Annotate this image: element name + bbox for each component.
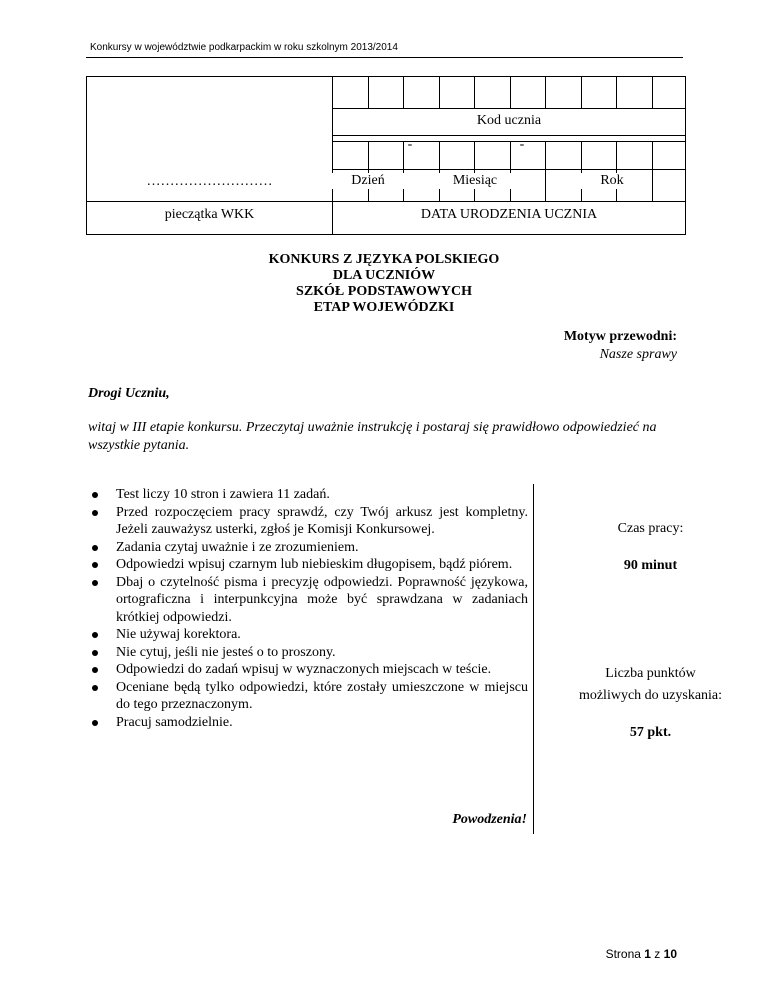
- list-item: Nie cytuj, jeśli nie jesteś o to proszony.: [90, 644, 528, 662]
- code-box-line: [545, 77, 546, 108]
- signature-dots: ………………………: [146, 174, 273, 189]
- list-item: Odpowiedzi do zadań wpisuj w wyznaczonych miejscach w teście.: [90, 661, 528, 679]
- time-value: 90 minut: [623, 558, 678, 573]
- date-values-bottom: [332, 169, 686, 170]
- list-item: Oceniane będą tylko odpowiedzi, które zostały umieszczone w miejscu do tego przeznaczonym.: [90, 679, 528, 714]
- page-footer: [606, 947, 677, 961]
- time-label: Czas pracy:: [617, 521, 684, 536]
- table-bottom-row: [87, 201, 686, 202]
- title-line: SZKÓŁ PODSTAWOWYCH: [296, 284, 472, 299]
- list-item: Nie używaj korektora.: [90, 626, 528, 644]
- title-line: DLA UCZNIÓW: [332, 268, 436, 283]
- list-item: Odpowiedzi wpisuj czarnym lub niebieskim długopisem, bądź piórem.: [90, 556, 528, 574]
- motto-label: Motyw przewodni:: [563, 329, 677, 344]
- month-label: Miesiąc: [425, 173, 525, 189]
- list-item: Zadania czytaj uważnie i ze zrozumieniem.: [90, 539, 528, 557]
- code-box-line: [403, 77, 404, 108]
- list-item: Pracuj samodzielnie.: [90, 714, 528, 732]
- code-box-line: [652, 77, 653, 108]
- motto-value: Nasze sprawy: [599, 347, 677, 362]
- date-box-line: [368, 141, 369, 202]
- points-value: 57 pkt.: [629, 725, 672, 740]
- page-header: Konkursy w województwie podkarpackim w roku szkolnym 2013/2014: [90, 42, 398, 53]
- rules-list: [90, 486, 528, 731]
- code-box-line: [510, 77, 511, 108]
- date-box-line: [616, 141, 617, 202]
- date-separator: -: [407, 137, 413, 152]
- code-box-line: [368, 77, 369, 108]
- stamp-label: pieczątka WKK: [164, 207, 255, 222]
- list-item: Przed rozpoczęciem pracy sprawdź, czy Twój arkusz jest kompletny. Jeżeli zauważysz usterki, zgłoś je Komisji Konkursowej.: [90, 504, 528, 539]
- points-label: Liczba punktów: [605, 666, 696, 681]
- title-line: KONKURS Z JĘZYKA POLSKIEGO: [268, 252, 500, 267]
- good-luck: Powodzenia!: [452, 812, 527, 827]
- year-label: Rok: [577, 173, 647, 189]
- code-box-line: [474, 77, 475, 108]
- date-box-line: [439, 141, 440, 202]
- footer-prefix: Strona: [605, 947, 641, 961]
- title-line: ETAP WOJEWÓDZKI: [313, 300, 455, 315]
- code-box-line: [439, 77, 440, 108]
- date-row-divider: [332, 141, 686, 142]
- date-box-line: [474, 141, 475, 202]
- date-box-line: [403, 141, 404, 202]
- footer-total: 10: [663, 947, 677, 961]
- date-box-line: [510, 141, 511, 202]
- code-box-line: [581, 77, 582, 108]
- code-label-bottom: [332, 135, 686, 136]
- code-row-bottom: [332, 108, 686, 109]
- code-box-line: [616, 77, 617, 108]
- contest-title: [0, 252, 768, 316]
- intro-text: witaj w III etapie konkursu. Przeczytaj uważnie instrukcję i postaraj się prawidłowo odpowiedzieć na wszystkie pytania.: [88, 420, 657, 453]
- list-item: Dbaj o czytelność pisma i precyzję odpowiedzi. Poprawność językowa, ortograficzna i interpunkcyjna może być sprawdzana w zadaniach krótkiej odpowiedzi.: [90, 574, 528, 627]
- date-box-line: [581, 141, 582, 202]
- greeting: Drogi Uczniu,: [88, 386, 170, 401]
- date-box-line: [652, 141, 653, 202]
- points-label: możliwych do uzyskania:: [578, 688, 723, 703]
- list-item: Test liczy 10 stron i zawiera 11 zadań.: [90, 486, 528, 504]
- birth-date-label: DATA URODZENIA UCZNIA: [420, 207, 598, 222]
- date-box-line: [545, 141, 546, 202]
- student-code-label: Kod ucznia: [476, 113, 542, 128]
- header-rule: [86, 57, 683, 58]
- id-table: [86, 76, 686, 235]
- day-label: Dzień: [332, 173, 404, 189]
- footer-page: 1: [644, 947, 651, 961]
- date-separator: -: [519, 137, 525, 152]
- footer-of: z: [654, 947, 661, 961]
